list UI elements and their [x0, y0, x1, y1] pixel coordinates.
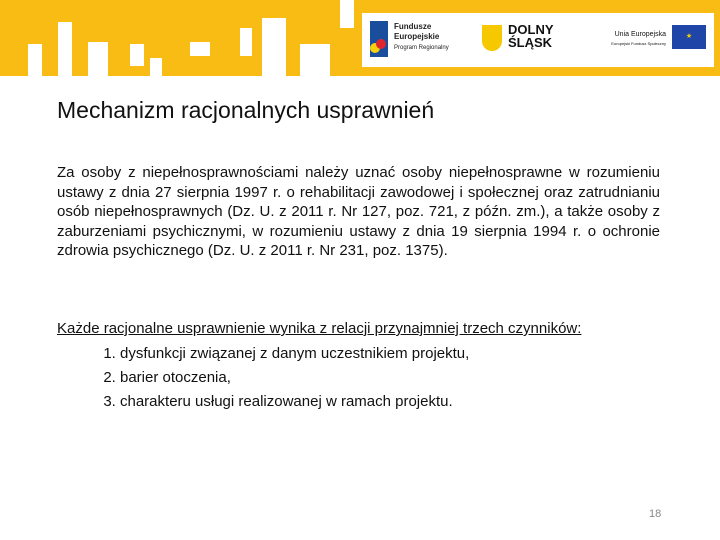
logo-strip	[362, 13, 714, 67]
decor-shape	[58, 22, 72, 76]
dolny-slask-crest-icon	[482, 25, 502, 51]
decor-shape	[28, 44, 42, 76]
list-item: 2. barier otoczenia,	[120, 366, 469, 390]
decor-shape	[88, 42, 108, 76]
dolny-slask-logo-text: DOLNY ŚLĄSK	[508, 22, 554, 50]
decor-shape	[190, 42, 210, 56]
eu-flag-icon: ★	[672, 25, 706, 49]
decor-shape	[262, 18, 286, 76]
decor-shape	[340, 0, 354, 28]
fundusze-europejskie-logo-text: Fundusze Europejskie Program Regionalny	[394, 22, 449, 51]
factors-list	[57, 342, 469, 414]
decor-shape	[300, 44, 330, 76]
decor-shape	[150, 58, 162, 76]
decor-shape	[240, 28, 252, 56]
list-intro: Każde racjonalne usprawnienie wynika z relacji przynajmniej trzech czynników:	[57, 320, 582, 337]
page-number: 18	[649, 508, 662, 520]
decor-shape	[130, 44, 144, 66]
list-item: 3. charakteru usługi realizowanej w ramach projektu.	[120, 390, 469, 414]
slide-title: Mechanizm racjonalnych usprawnień	[57, 97, 435, 123]
list-item: 1. dysfunkcji związanej z danym uczestnikiem projektu,	[120, 342, 469, 366]
eu-logo-text: Unia Europejska Europejski Fundusz Społeczny	[611, 31, 666, 46]
fundusze-europejskie-logo-icon	[370, 21, 388, 57]
definition-paragraph: Za osoby z niepełnosprawnościami należy uznać osoby niepełnosprawne w rozumieniu ustawy z dnia 27 sierpnia 1997 r. o rehabilitacji zawodowej i społecznej oraz zatrudnianiu osób niepełnosprawnych (Dz. U. z 2011 r. Nr 127, poz. 721, z późn. zm.), a także osoby z zaburzeniami psychicznymi, w rozumieniu ustawy z dnia 19 sierpnia 1994 r. o ochronie zdrowia psychicznego (Dz. U. z 2011 r. Nr 231, poz. 1375).	[57, 164, 660, 259]
